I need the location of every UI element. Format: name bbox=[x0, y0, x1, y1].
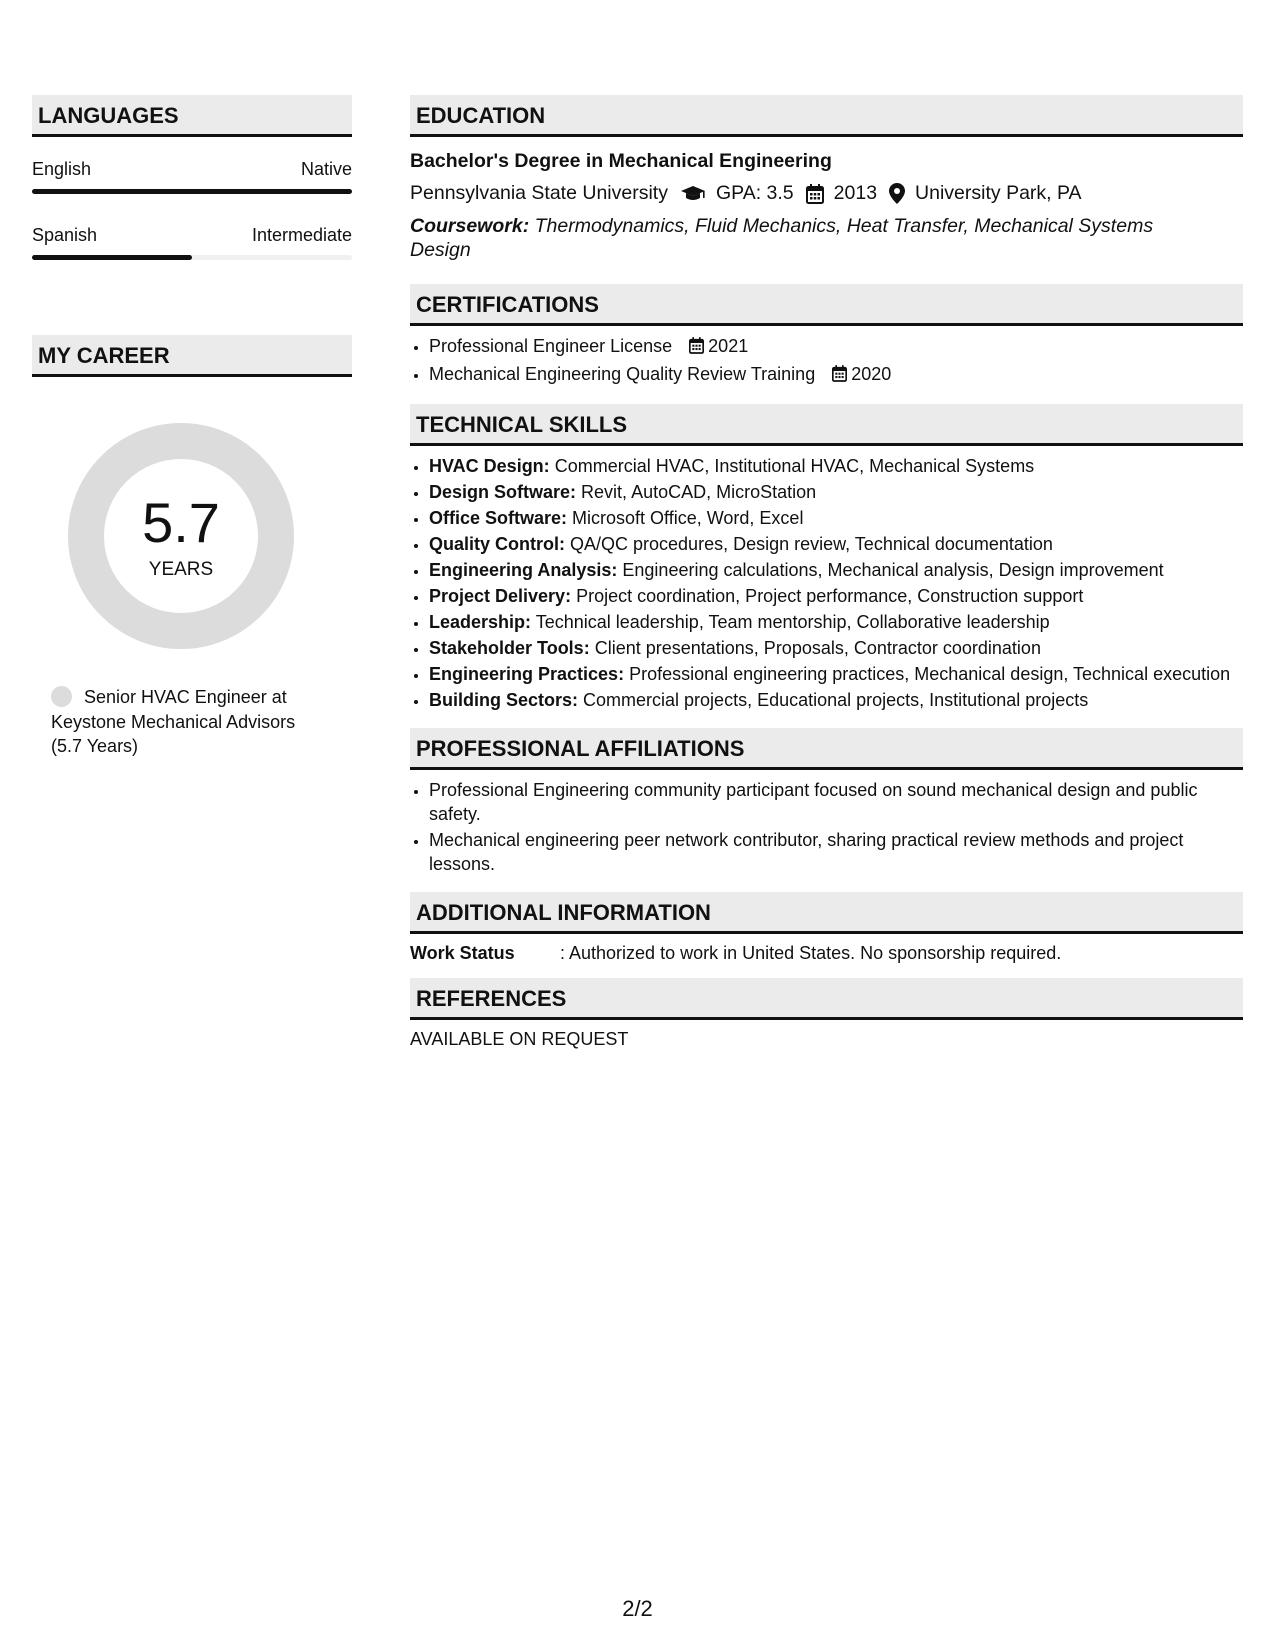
list-item bbox=[429, 688, 1243, 712]
school-location: University Park, PA bbox=[915, 182, 1082, 204]
list-item bbox=[429, 662, 1243, 686]
list-item bbox=[429, 480, 1243, 504]
calendar-icon bbox=[689, 336, 704, 360]
graduation-year: 2013 bbox=[833, 182, 878, 204]
affiliations-section bbox=[410, 728, 1243, 876]
skill-value: Revit, AutoCAD, MicroStation bbox=[581, 482, 817, 502]
language-level: Native bbox=[300, 159, 352, 179]
skill-value: Professional engineering practices, Mechanical design, Technical execution bbox=[629, 664, 1231, 684]
career-heading: MY CAREER bbox=[32, 335, 352, 377]
language-bar bbox=[32, 189, 352, 194]
language-name: Spanish bbox=[32, 225, 98, 245]
skill-value: QA/QC procedures, Design review, Technical documentation bbox=[570, 534, 1053, 554]
education-details bbox=[410, 182, 1243, 205]
list-item bbox=[429, 558, 1243, 582]
education-section bbox=[410, 95, 1243, 262]
certifications-heading: CERTIFICATIONS bbox=[410, 284, 1243, 326]
calendar-icon bbox=[832, 364, 847, 388]
school-name: Pennsylvania State University bbox=[410, 182, 668, 204]
skill-label: Building Sectors: bbox=[429, 690, 579, 710]
skill-value: Commercial HVAC, Institutional HVAC, Mechanical Systems bbox=[554, 456, 1035, 476]
certifications-list bbox=[410, 334, 1243, 388]
certification-name: Professional Engineer License bbox=[429, 336, 673, 356]
page-number: 2/2 bbox=[622, 1596, 653, 1621]
affiliations-list bbox=[410, 778, 1243, 876]
map-pin-icon bbox=[889, 183, 905, 204]
circle-bullet-icon bbox=[51, 686, 72, 707]
career-item-text: Senior HVAC Engineer at Keystone Mechanical Advisors (5.7 Years) bbox=[51, 687, 296, 756]
skill-label: Leadership: bbox=[429, 612, 532, 632]
references-heading: REFERENCES bbox=[410, 978, 1243, 1020]
skills-list bbox=[410, 454, 1243, 712]
list-item bbox=[429, 454, 1243, 478]
skill-value: Client presentations, Proposals, Contractor coordination bbox=[594, 638, 1041, 658]
affiliations-heading: PROFESSIONAL AFFILIATIONS bbox=[410, 728, 1243, 770]
skill-label: HVAC Design: bbox=[429, 456, 550, 476]
references-section bbox=[410, 978, 1243, 1050]
languages-heading: LANGUAGES bbox=[32, 95, 352, 137]
coursework-label: Coursework: bbox=[410, 215, 530, 237]
work-status-value: : Authorized to work in United States. No sponsorship required. bbox=[560, 943, 1062, 963]
degree-title: Bachelor's Degree in Mechanical Engineering bbox=[410, 150, 832, 172]
calendar-icon bbox=[806, 184, 824, 204]
certification-year: 2020 bbox=[851, 364, 892, 384]
list-item bbox=[429, 362, 1243, 388]
skill-label: Project Delivery: bbox=[429, 586, 572, 606]
skill-value: Microsoft Office, Word, Excel bbox=[572, 508, 804, 528]
list-item bbox=[429, 506, 1243, 530]
right-column bbox=[410, 95, 1243, 1050]
skill-label: Engineering Analysis: bbox=[429, 560, 618, 580]
certification-name: Mechanical Engineering Quality Review Training bbox=[429, 364, 816, 384]
list-item bbox=[429, 610, 1243, 634]
language-level: Intermediate bbox=[251, 225, 352, 245]
skill-label: Engineering Practices: bbox=[429, 664, 625, 684]
career-item bbox=[51, 685, 321, 759]
list-item bbox=[429, 334, 1243, 360]
left-column bbox=[32, 95, 352, 759]
list-item: • Mechanical engineering peer network contributor, sharing practical review methods and project lessons. bbox=[429, 828, 1243, 876]
additional-section bbox=[410, 892, 1243, 964]
list-item bbox=[429, 636, 1243, 660]
career-donut bbox=[66, 421, 296, 651]
gpa: GPA: 3.5 bbox=[715, 182, 794, 204]
language-bar-fill bbox=[32, 255, 192, 260]
language-item bbox=[32, 225, 352, 260]
list-item: • Professional Engineering community participant focused on sound mechanical design and public safety. bbox=[429, 778, 1243, 826]
skill-label: Design Software: bbox=[429, 482, 577, 502]
work-status-row bbox=[410, 943, 1243, 964]
language-bar-fill bbox=[32, 189, 352, 194]
graduation-cap-icon bbox=[680, 185, 706, 203]
coursework bbox=[410, 214, 1243, 262]
certifications-section bbox=[410, 284, 1243, 388]
education-heading: EDUCATION bbox=[410, 95, 1243, 137]
certification-year: 2021 bbox=[708, 336, 749, 356]
skill-label: Office Software: bbox=[429, 508, 568, 528]
list-item bbox=[429, 532, 1243, 556]
skills-heading: TECHNICAL SKILLS bbox=[410, 404, 1243, 446]
skill-value: Project coordination, Project performance, Construction support bbox=[576, 586, 1084, 606]
career-total-value: 5.7 bbox=[142, 491, 220, 554]
skill-value: Commercial projects, Educational projects, Institutional projects bbox=[583, 690, 1089, 710]
skill-label: Quality Control: bbox=[429, 534, 565, 554]
work-status-label: Work Status bbox=[410, 943, 515, 963]
additional-heading: ADDITIONAL INFORMATION bbox=[410, 892, 1243, 934]
language-item bbox=[32, 159, 352, 194]
language-bar bbox=[32, 255, 352, 260]
skills-section bbox=[410, 404, 1243, 712]
career-total-unit: YEARS bbox=[148, 559, 214, 580]
career-section bbox=[32, 335, 352, 759]
skill-value: Technical leadership, Team mentorship, Collaborative leadership bbox=[535, 612, 1050, 632]
language-name: English bbox=[32, 159, 92, 179]
coursework-list: Thermodynamics, Fluid Mechanics, Heat Transfer, Mechanical Systems Design bbox=[410, 215, 1154, 261]
skill-value: Engineering calculations, Mechanical analysis, Design improvement bbox=[622, 560, 1164, 580]
list-item bbox=[429, 584, 1243, 608]
references-text: AVAILABLE ON REQUEST bbox=[410, 1029, 629, 1049]
skill-label: Stakeholder Tools: bbox=[429, 638, 590, 658]
